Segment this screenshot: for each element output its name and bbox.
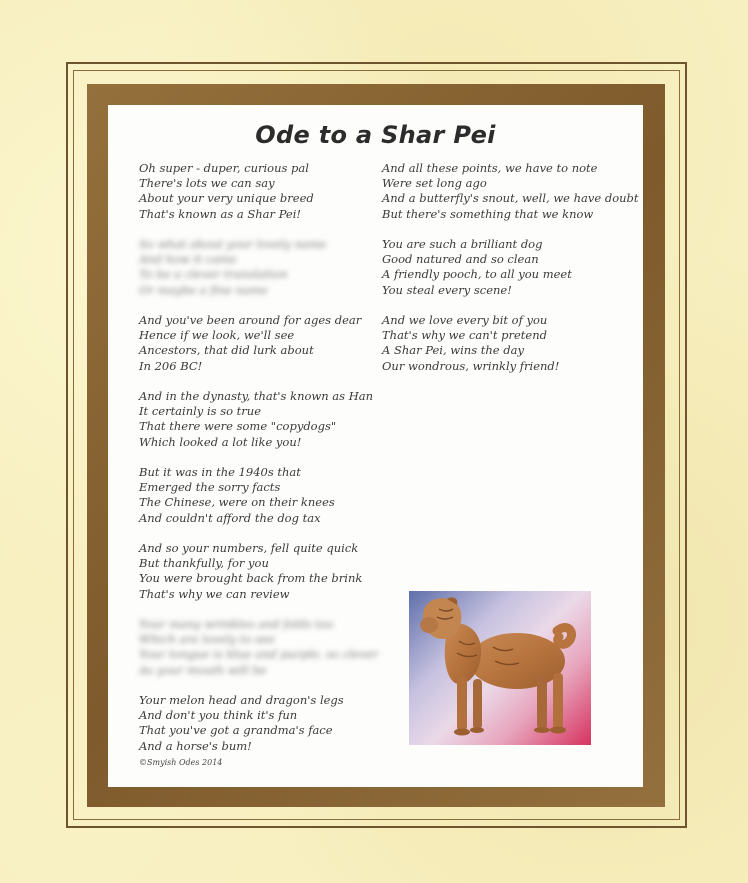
poem-line: And don't you think it's fun (139, 708, 298, 723)
poem-line: A friendly pooch, to all you meet (382, 267, 572, 282)
poem-line: The Chinese, were on their knees (139, 495, 335, 510)
poem-line: And couldn't afford the dog tax (139, 510, 321, 525)
poem-line: And so your numbers, fell quite quick (139, 541, 359, 555)
stanza-6 (139, 693, 379, 754)
poem-line: Which looked a lot like you! (139, 434, 302, 449)
poem-line: Ancestors, that did lurk about (139, 343, 314, 358)
poem-title: Ode to a Shar Pei (255, 121, 496, 149)
stanza-8 (382, 237, 632, 298)
blurred-stanza (139, 237, 379, 298)
dog-photo-icon (409, 591, 591, 745)
poem-left-column (139, 161, 379, 769)
poem-line: Emerged the sorry facts (139, 480, 281, 495)
poem-line: Hence if we look, we'll see (139, 328, 295, 343)
poem-line: Your melon head and dragon's legs (139, 693, 344, 707)
shar-pei-dog-photo (409, 591, 591, 745)
poem-line: Our wondrous, wrinkly friend! (382, 358, 560, 373)
blurred-line: Your many wrinkles and folds too (139, 617, 334, 631)
stanza-3 (139, 389, 379, 450)
stanza-5 (139, 541, 379, 602)
poem-line: About your very unique breed (139, 191, 314, 206)
poem-line: And a butterfly's snout, well, we have doubt (382, 191, 639, 206)
poem-line: Were set long ago (382, 176, 487, 191)
poem-line: But it was in the 1940s that (139, 465, 301, 479)
stanza-9 (382, 313, 632, 374)
stanza-2 (139, 313, 379, 374)
stanza-7 (382, 161, 639, 222)
blurred-line: And how it came (139, 252, 237, 267)
stanza-1 (139, 161, 379, 222)
poem-line: And we love every bit of you (382, 313, 548, 327)
poem-line: That's why we can review (139, 586, 290, 601)
blurred-line: To be a clever translation (139, 267, 288, 282)
poem-line: And all these points, we have to note (382, 161, 598, 175)
poem-sheet (108, 105, 643, 787)
poem-line: A Shar Pei, wins the day (382, 343, 524, 358)
blurred-line: Which are lovely to see (139, 632, 275, 647)
poem-line: And in the dynasty, that's known as Han (139, 389, 374, 403)
blurred-line: So what about your lovely name (139, 237, 327, 251)
poem-right-column (382, 161, 639, 389)
blurred-stanza (139, 617, 379, 678)
poem-line: In 206 BC! (139, 358, 203, 373)
blurred-line: Your tongue is blue and purple, so clever (139, 647, 379, 662)
poem-line: There's lots we can say (139, 176, 275, 191)
poem-line: Oh super - duper, curious pal (139, 161, 309, 175)
poem-line: That there were some "copydogs" (139, 419, 337, 434)
poem-line: It certainly is so true (139, 404, 262, 419)
stanza-4 (139, 465, 379, 526)
blurred-line: Or maybe a fine name (139, 282, 268, 297)
poem-line: That's why we can't pretend (382, 328, 547, 343)
poem-line: But thankfully, for you (139, 556, 269, 571)
poem-line: You are such a brilliant dog (382, 237, 543, 251)
poem-line: That you've got a grandma's face (139, 723, 333, 738)
blurred-line: As your mouth will be (139, 662, 267, 677)
poem-line: That's known as a Shar Pei! (139, 206, 302, 221)
poem-line: Good natured and so clean (382, 252, 539, 267)
poem-line: And you've been around for ages dear (139, 313, 362, 327)
poem-line: But there's something that we know (382, 206, 594, 221)
poem-line: And a horse's bum! (139, 738, 252, 753)
poem-line: You were brought back from the brink (139, 571, 363, 586)
copyright-note: ©Smyish Odes 2014 (139, 758, 223, 767)
poem-line: You steal every scene! (382, 282, 512, 297)
